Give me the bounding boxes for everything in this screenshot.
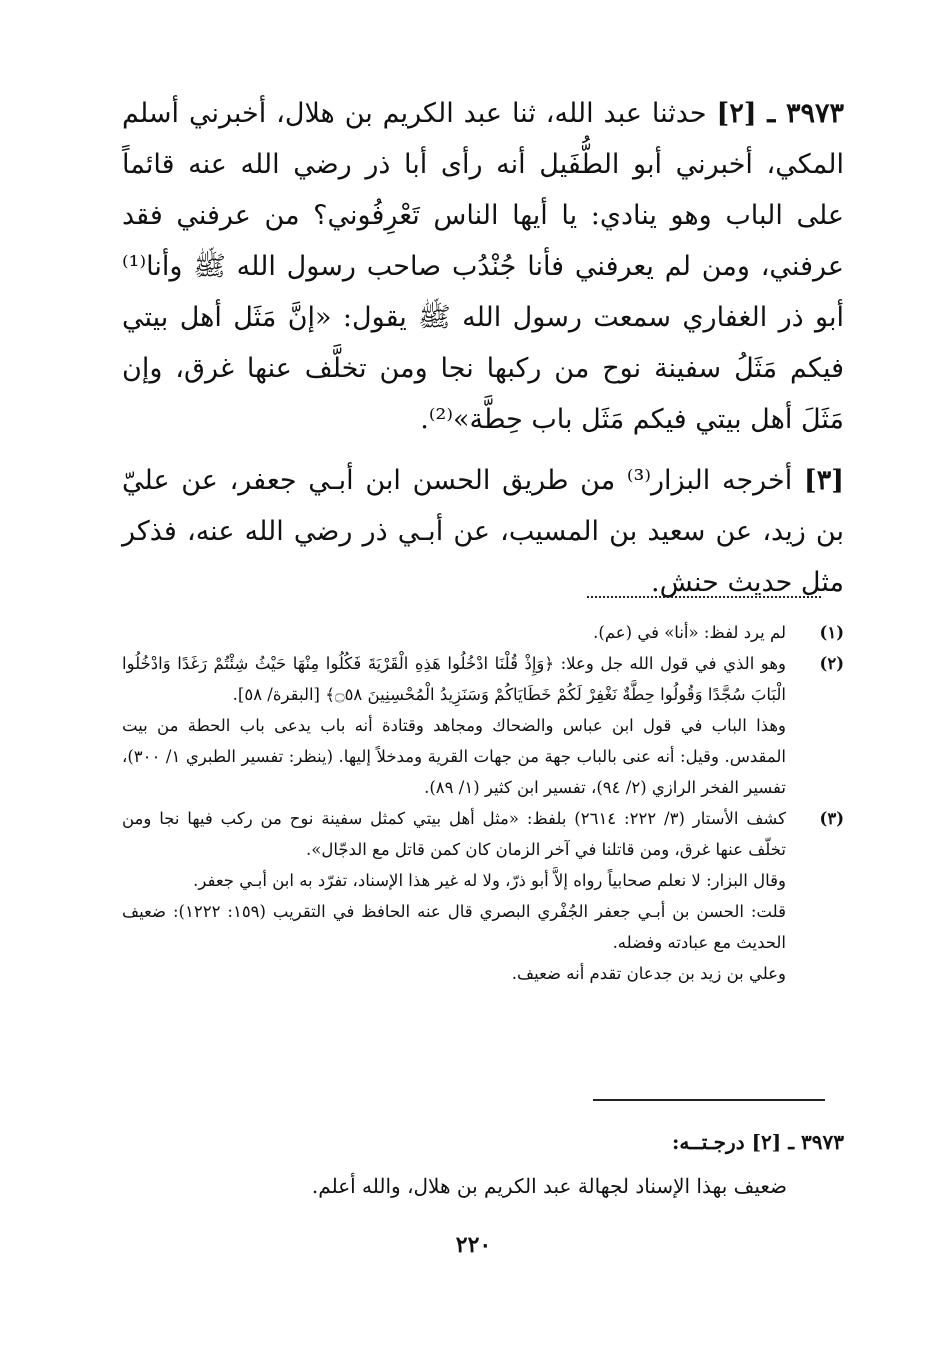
grade-separator [593,1099,825,1101]
footnote-line: قلت: الحسن بن أبـي جعفر الجُفْري البصري قال عنه الحافظ في التقريب (١٥٩: ١٢٢٢): ضعيف الحديث مع عبادته وفضله. [122,902,786,952]
takhrij-text: أخرجه البزار⁽³⁾ من طريق الحسن ابن أبـي جعفر، عن عليّ بن زيد، عن سعيد بن المسيب، عن أبـي ذر رضي الله عنه، فذكر مثل حديث حنش. [122,465,844,598]
footnote-number: (٣) [819,809,844,828]
footnote-body [122,617,786,648]
footnote-1 [122,617,844,648]
main-text [122,88,844,608]
footnote-separator [587,596,821,598]
footnote-line: وعلي بن زيد بن جدعان تقدم أنه ضعيف. [511,964,786,983]
footnote-line: لم يرد لفظ: «أنا» في (عم). [593,623,786,642]
footnote-line: وقال البزار: لا نعلم صحابياً رواه إلاَّ أبو ذرّ، ولا له غير هذا الإسناد، تفرّد به ابن أبـي جعفر. [193,871,786,890]
footnote-line: وهو الذي في قول الله جل وعلا: ﴿وَإِذْ قُلْنَا ادْخُلُوا هَذِهِ الْقَرْيَةَ فَكُلُوا مِنْهَا حَيْثُ شِئْتُمْ رَغَدًا وَادْخُلُوا الْبَابَ سُجَّدًا وَقُولُوا حِطَّةٌ نَغْفِرْ لَكُمْ خَطَايَاكُمْ وَسَنَزِيدُ الْمُحْسِنِينَ ۝٥٨﴾ [البقرة/ ٥٨]. [122,654,786,704]
takhrij-number: [٣] [803,465,844,496]
footnote-number: (٢) [819,654,844,673]
hadith-text: حدثنا عبد الله، ثنا عبد الكريم بن هلال، أخبرني أسلم المكي، أخبرني أبو الطُّفَيل أنه رأى أبا ذر رضي الله عنه قائماً على الباب وهو ينادي: يا أيها الناس تَعْرِفُوني؟ من عرفني فقد عرفني، ومن لم يعرفني فأنا جُنْدُب صاحب رسول الله ﷺ وأنا⁽¹⁾ أبو ذر الغفاري سمعت رسول الله ﷺ يقول: «إنَّ مَثَل أهل بيتي فيكم مَثَلُ سفينة نوح من ركبها نجا ومن تخلَّف عنها غرق، وإن مَثَلَ أهل بيتي فيكم مَثَل باب حِطَّة»⁽²⁾. [122,98,844,435]
footnote-3 [122,803,844,989]
grade-section [122,1120,844,1208]
grade-text: ضعيف بهذا الإسناد لجهالة عبد الكريم بن هلال، والله أعلم. [311,1174,787,1198]
grade-heading: ٣٩٧٣ ـ [٢] درجـتــه: [671,1130,844,1154]
takhrij-paragraph [122,455,844,608]
footnote-body [122,803,786,989]
footnote-number: (١) [819,623,844,642]
footnotes [122,617,844,989]
footnote-body [122,648,786,803]
footnote-line: وهذا الباب في قول ابن عباس والضحاك ومجاهد وقتادة أنه باب يدعى باب الحطة من بيت المقدس. وقيل: أنه عنى بالباب جهة من جهات القرية ومدخلاً إليها. (ينظر: تفسير الطبري ١/ ٣٠٠)، تفسير الفخر الرازي (٢/ ٩٤)، تفسير ابن كثير (١/ ٨٩). [122,716,786,797]
footnote-line: كشف الأستار (٣/ ٢٢٢: ٢٦١٤) بلفظ: «مثل أهل بيتي كمثل سفينة نوح من ركب فيها نجا ومن تخلّف عنها غرق، ومن قاتلنا في آخر الزمان كان كمن قاتل مع الدجّال». [122,809,787,859]
page-number: ٢٢٠ [455,1232,492,1258]
footnote-2 [122,648,844,803]
hadith-paragraph [122,88,844,445]
hadith-number: ٣٩٧٣ ـ [٢] [716,98,844,129]
